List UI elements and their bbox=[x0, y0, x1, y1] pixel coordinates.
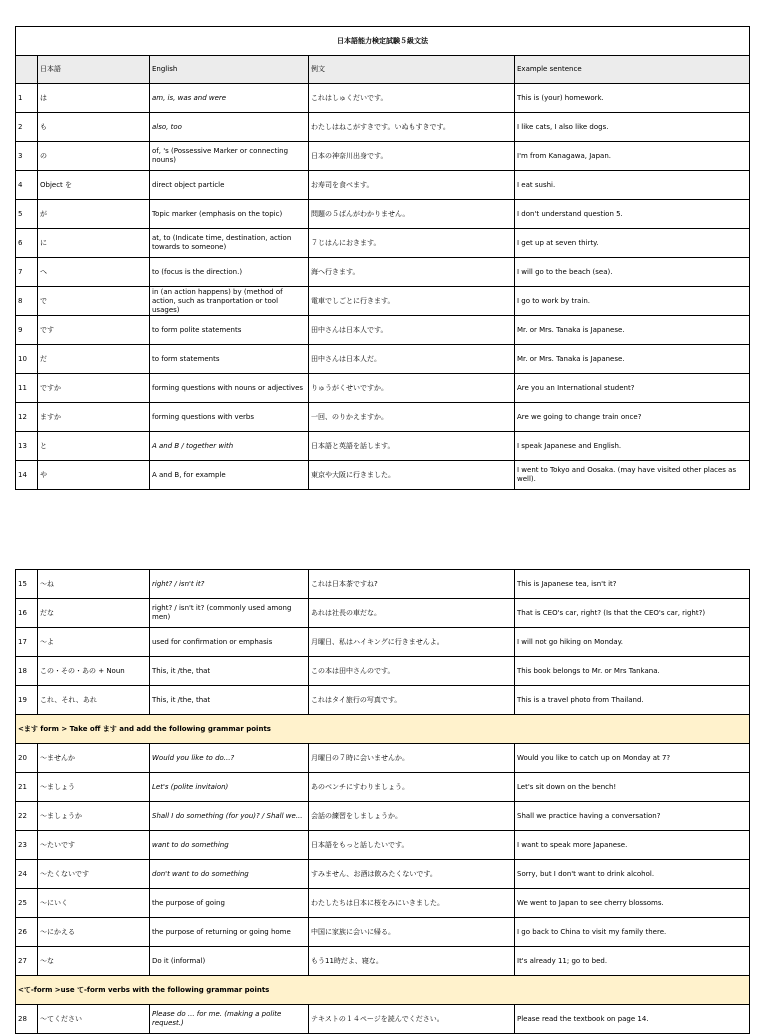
english-meaning: This, it /the, that bbox=[150, 686, 309, 715]
grammar-point: ～にいく bbox=[38, 889, 150, 918]
example-english: Mr. or Mrs. Tanaka is Japanese. bbox=[515, 316, 750, 345]
row-number: 15 bbox=[16, 570, 38, 599]
table-row bbox=[16, 918, 750, 947]
grammar-table-2 bbox=[15, 569, 750, 1034]
english-meaning: right? / isn't it? (commonly used among men) bbox=[150, 599, 309, 628]
table-row bbox=[16, 802, 750, 831]
example-japanese: 月曜日、私はハイキングに行きませんよ。 bbox=[309, 628, 515, 657]
header-example-jp: 例文 bbox=[309, 56, 515, 84]
example-japanese: わたしたちは日本に桜をみにいきました。 bbox=[309, 889, 515, 918]
row-number: 14 bbox=[16, 461, 38, 490]
grammar-point: ますか bbox=[38, 403, 150, 432]
row-number: 1 bbox=[16, 84, 38, 113]
row-number: 3 bbox=[16, 142, 38, 171]
grammar-point: これ、それ、あれ bbox=[38, 686, 150, 715]
example-english: I don't understand question 5. bbox=[515, 200, 750, 229]
grammar-table-1 bbox=[15, 26, 750, 490]
row-number: 28 bbox=[16, 1005, 38, 1034]
example-japanese: 問題の５ばんがわかりません。 bbox=[309, 200, 515, 229]
grammar-point: も bbox=[38, 113, 150, 142]
example-japanese: 会話の練習をしましょうか。 bbox=[309, 802, 515, 831]
row-number: 19 bbox=[16, 686, 38, 715]
example-english: I eat sushi. bbox=[515, 171, 750, 200]
header-example-en: Example sentence bbox=[515, 56, 750, 84]
row-number: 4 bbox=[16, 171, 38, 200]
row-number: 25 bbox=[16, 889, 38, 918]
example-japanese: 日本語をもっと話したいです。 bbox=[309, 831, 515, 860]
english-meaning: Do it (informal) bbox=[150, 947, 309, 976]
example-japanese: 電車でしごとに行きます。 bbox=[309, 287, 515, 316]
table-row bbox=[16, 258, 750, 287]
example-japanese: これはタイ旅行の写真です。 bbox=[309, 686, 515, 715]
example-japanese: もう11時だよ、寝な。 bbox=[309, 947, 515, 976]
row-number: 10 bbox=[16, 345, 38, 374]
english-meaning: the purpose of going bbox=[150, 889, 309, 918]
example-english: Shall we practice having a conversation? bbox=[515, 802, 750, 831]
grammar-point: へ bbox=[38, 258, 150, 287]
example-japanese: お寿司を食べます。 bbox=[309, 171, 515, 200]
table-row bbox=[16, 1005, 750, 1034]
example-japanese: わたしはねこがすきです。いぬもすきです。 bbox=[309, 113, 515, 142]
grammar-point: は bbox=[38, 84, 150, 113]
example-japanese: 日本語と英語を話します。 bbox=[309, 432, 515, 461]
example-english: That is CEO's car, right? (Is that the CEO's car, right?) bbox=[515, 599, 750, 628]
row-number: 21 bbox=[16, 773, 38, 802]
row-number: 17 bbox=[16, 628, 38, 657]
table-row bbox=[16, 461, 750, 490]
english-meaning: right? / isn't it? bbox=[150, 570, 309, 599]
example-english: Mr. or Mrs. Tanaka is Japanese. bbox=[515, 345, 750, 374]
english-meaning: forming questions with nouns or adjectives bbox=[150, 374, 309, 403]
example-english: I will not go hiking on Monday. bbox=[515, 628, 750, 657]
example-english: Would you like to catch up on Monday at 7? bbox=[515, 744, 750, 773]
row-number: 24 bbox=[16, 860, 38, 889]
table-row bbox=[16, 171, 750, 200]
example-english: This is a travel photo from Thailand. bbox=[515, 686, 750, 715]
table-row bbox=[16, 686, 750, 715]
example-english: I get up at seven thirty. bbox=[515, 229, 750, 258]
table-row bbox=[16, 345, 750, 374]
example-english: We went to Japan to see cherry blossoms. bbox=[515, 889, 750, 918]
english-meaning: Shall I do something (for you)? / Shall we... bbox=[150, 802, 309, 831]
example-japanese: 月曜日の７時に会いませんか。 bbox=[309, 744, 515, 773]
english-meaning: used for confirmation or emphasis bbox=[150, 628, 309, 657]
table-row bbox=[16, 599, 750, 628]
grammar-point: この・その・あの + Noun bbox=[38, 657, 150, 686]
example-japanese: すみません、お酒は飲みたくないです。 bbox=[309, 860, 515, 889]
table-row bbox=[16, 773, 750, 802]
table-row bbox=[16, 860, 750, 889]
header-japanese: 日本語 bbox=[38, 56, 150, 84]
example-english: This book belongs to Mr. or Mrs Tankana. bbox=[515, 657, 750, 686]
english-meaning: Please do ... for me. (making a polite request.) bbox=[150, 1005, 309, 1034]
english-meaning: Let's (polite invitaion) bbox=[150, 773, 309, 802]
grammar-point: ～にかえる bbox=[38, 918, 150, 947]
row-number: 13 bbox=[16, 432, 38, 461]
table-row bbox=[16, 570, 750, 599]
table-row bbox=[16, 831, 750, 860]
table-row bbox=[16, 84, 750, 113]
row-number: 26 bbox=[16, 918, 38, 947]
example-english: Sorry, but I don't want to drink alcohol. bbox=[515, 860, 750, 889]
example-english: I'm from Kanagawa, Japan. bbox=[515, 142, 750, 171]
row-number: 5 bbox=[16, 200, 38, 229]
english-meaning: to (focus is the direction.) bbox=[150, 258, 309, 287]
grammar-point: ～ましょう bbox=[38, 773, 150, 802]
example-japanese: これは日本茶ですね? bbox=[309, 570, 515, 599]
english-meaning: direct object particle bbox=[150, 171, 309, 200]
english-meaning: A and B / together with bbox=[150, 432, 309, 461]
row-number: 6 bbox=[16, 229, 38, 258]
grammar-point: ～な bbox=[38, 947, 150, 976]
grammar-point: と bbox=[38, 432, 150, 461]
english-meaning: don't want to do something bbox=[150, 860, 309, 889]
english-meaning: forming questions with verbs bbox=[150, 403, 309, 432]
table-row bbox=[16, 374, 750, 403]
section-label: <て-form >use て-form verbs with the following grammar points bbox=[16, 976, 750, 1005]
table-row bbox=[16, 113, 750, 142]
example-japanese: りゅうがくせいですか。 bbox=[309, 374, 515, 403]
example-japanese: 海へ行きます。 bbox=[309, 258, 515, 287]
table-row bbox=[16, 287, 750, 316]
grammar-point: です bbox=[38, 316, 150, 345]
grammar-point: だな bbox=[38, 599, 150, 628]
grammar-point: ～よ bbox=[38, 628, 150, 657]
row-number: 8 bbox=[16, 287, 38, 316]
example-japanese: テキストの１４ページを読んでください。 bbox=[309, 1005, 515, 1034]
example-japanese: ７じはんにおきます。 bbox=[309, 229, 515, 258]
example-english: Let's sit down on the bench! bbox=[515, 773, 750, 802]
example-english: I will go to the beach (sea). bbox=[515, 258, 750, 287]
header-english: English bbox=[150, 56, 309, 84]
example-english: I went to Tokyo and Oosaka. (may have visited other places as well). bbox=[515, 461, 750, 490]
header-row bbox=[16, 56, 750, 84]
english-meaning: also, too bbox=[150, 113, 309, 142]
example-japanese: あのベンチにすわりましょう。 bbox=[309, 773, 515, 802]
grammar-point: の bbox=[38, 142, 150, 171]
example-english: I speak Japanese and English. bbox=[515, 432, 750, 461]
row-number: 7 bbox=[16, 258, 38, 287]
grammar-point: ～ましょうか bbox=[38, 802, 150, 831]
grammar-point: ～ね bbox=[38, 570, 150, 599]
section-header-masu-form bbox=[16, 715, 750, 744]
english-meaning: Would you like to do...? bbox=[150, 744, 309, 773]
example-japanese: 東京や大阪に行きました。 bbox=[309, 461, 515, 490]
title-row bbox=[16, 27, 750, 56]
grammar-point: に bbox=[38, 229, 150, 258]
row-number: 16 bbox=[16, 599, 38, 628]
grammar-point: が bbox=[38, 200, 150, 229]
example-english: This is Japanese tea, isn't it? bbox=[515, 570, 750, 599]
grammar-point: で bbox=[38, 287, 150, 316]
table-row bbox=[16, 657, 750, 686]
row-number: 23 bbox=[16, 831, 38, 860]
table-row bbox=[16, 889, 750, 918]
grammar-point: ですか bbox=[38, 374, 150, 403]
grammar-point: だ bbox=[38, 345, 150, 374]
row-number: 9 bbox=[16, 316, 38, 345]
table-row bbox=[16, 403, 750, 432]
english-meaning: at, to (Indicate time, destination, action towards to someone) bbox=[150, 229, 309, 258]
grammar-point: や bbox=[38, 461, 150, 490]
english-meaning: the purpose of returning or going home bbox=[150, 918, 309, 947]
row-number: 12 bbox=[16, 403, 38, 432]
table-row bbox=[16, 744, 750, 773]
example-japanese: 田中さんは日本人です。 bbox=[309, 316, 515, 345]
english-meaning: am, is, was and were bbox=[150, 84, 309, 113]
row-number: 2 bbox=[16, 113, 38, 142]
table-row bbox=[16, 316, 750, 345]
english-meaning: A and B, for example bbox=[150, 461, 309, 490]
table-title: 日本語能力検定試験５級文法 bbox=[16, 27, 750, 56]
table-row bbox=[16, 229, 750, 258]
table-row bbox=[16, 432, 750, 461]
row-number: 27 bbox=[16, 947, 38, 976]
example-english: Please read the textbook on page 14. bbox=[515, 1005, 750, 1034]
table-row bbox=[16, 628, 750, 657]
example-japanese: これはしゅくだいです。 bbox=[309, 84, 515, 113]
table-row bbox=[16, 947, 750, 976]
english-meaning: want to do something bbox=[150, 831, 309, 860]
example-english: I go back to China to visit my family there. bbox=[515, 918, 750, 947]
english-meaning: in (an action happens) by (method of action, such as tranportation or tool usages) bbox=[150, 287, 309, 316]
row-number: 22 bbox=[16, 802, 38, 831]
section-label: <ます form > Take off ます and add the following grammar points bbox=[16, 715, 750, 744]
table-row bbox=[16, 142, 750, 171]
grammar-point: ～たくないです bbox=[38, 860, 150, 889]
example-english: Are you an International student? bbox=[515, 374, 750, 403]
section-header-te-form bbox=[16, 976, 750, 1005]
english-meaning: This, it /the, that bbox=[150, 657, 309, 686]
example-japanese: 一回、のりかえますか。 bbox=[309, 403, 515, 432]
grammar-point: ～たいです bbox=[38, 831, 150, 860]
row-number: 20 bbox=[16, 744, 38, 773]
example-english: It's already 11; go to bed. bbox=[515, 947, 750, 976]
english-meaning: to form polite statements bbox=[150, 316, 309, 345]
row-number: 18 bbox=[16, 657, 38, 686]
example-english: This is (your) homework. bbox=[515, 84, 750, 113]
example-japanese: あれは社長の車だな。 bbox=[309, 599, 515, 628]
example-english: I want to speak more Japanese. bbox=[515, 831, 750, 860]
example-english: I like cats, I also like dogs. bbox=[515, 113, 750, 142]
example-japanese: この本は田中さんのです。 bbox=[309, 657, 515, 686]
grammar-point: ～ませんか bbox=[38, 744, 150, 773]
english-meaning: Topic marker (emphasis on the topic) bbox=[150, 200, 309, 229]
example-english: I go to work by train. bbox=[515, 287, 750, 316]
example-english: Are we going to change train once? bbox=[515, 403, 750, 432]
english-meaning: to form statements bbox=[150, 345, 309, 374]
row-number: 11 bbox=[16, 374, 38, 403]
grammar-point: Object を bbox=[38, 171, 150, 200]
table-row bbox=[16, 200, 750, 229]
grammar-point: ～てください bbox=[38, 1005, 150, 1034]
english-meaning: of, 's (Possessive Marker or connecting nouns) bbox=[150, 142, 309, 171]
example-japanese: 田中さんは日本人だ。 bbox=[309, 345, 515, 374]
header-number bbox=[16, 56, 38, 84]
example-japanese: 中国に家族に会いに帰る。 bbox=[309, 918, 515, 947]
example-japanese: 日本の神奈川出身です。 bbox=[309, 142, 515, 171]
